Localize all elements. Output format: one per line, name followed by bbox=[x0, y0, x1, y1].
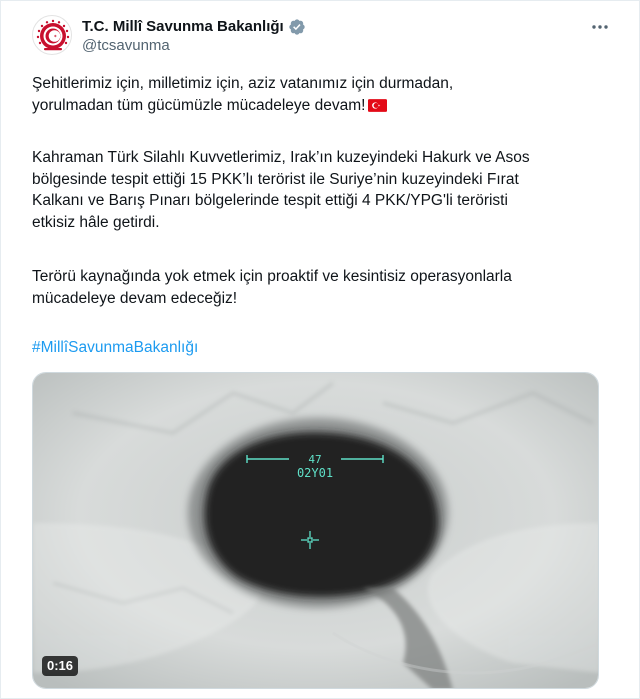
turkish-flag-icon bbox=[368, 99, 387, 112]
tweet-text-line: Terörü kaynağında yok etmek için proaktif ve kesintisiz operasyonlarla bbox=[32, 268, 512, 285]
tweet-text-line: etkisiz hâle getirdi. bbox=[32, 213, 160, 231]
hud-code: 02Y01 bbox=[296, 466, 334, 480]
video-duration-badge: 0:16 bbox=[42, 656, 78, 676]
tweet-text-line: Kalkanı ve Barış Pınarı bölgelerinde tespit ettiği 4 PKK/YPG'li teröristi bbox=[32, 192, 508, 210]
avatar[interactable] bbox=[32, 15, 72, 55]
video-player[interactable] bbox=[32, 372, 599, 689]
handle[interactable]: @tcsavunma bbox=[82, 37, 170, 54]
video-frame bbox=[33, 373, 599, 689]
tweet-text-line: Kahraman Türk Silahlı Kuvvetlerimiz, Irak’ın kuzeyindeki Hakurk ve Asos bbox=[32, 149, 530, 166]
hud-number: 47 bbox=[308, 453, 322, 466]
tweet-text-line-with-flag bbox=[32, 95, 612, 117]
tweet-text-line: bölgesinde tespit ettiği 15 PKK’lı terörist ile Suriye’nin kuzeyindeki Fırat bbox=[32, 170, 519, 188]
tweet-paragraph-2 bbox=[32, 147, 612, 233]
hashtag-link[interactable]: #MillîSavunmaBakanlığı bbox=[32, 339, 199, 356]
tweet-text-line: Şehitlerimiz için, milletimiz için, aziz vatanımız için durmadan, bbox=[32, 75, 454, 92]
display-name-row[interactable] bbox=[82, 17, 306, 36]
tweet-paragraph-1 bbox=[32, 73, 612, 116]
avatar-emblem bbox=[33, 16, 72, 55]
tweet-text-line: mücadeleye devam edeceğiz! bbox=[32, 289, 238, 307]
tweet-header bbox=[32, 15, 612, 61]
more-options-icon[interactable] bbox=[588, 17, 612, 39]
tweet-text-line: yorulmadan tüm gücümüzle mücadeleye devam! bbox=[32, 96, 366, 114]
display-name[interactable]: T.C. Millî Savunma Bakanlığı bbox=[82, 18, 284, 35]
account-names bbox=[82, 17, 306, 56]
verified-badge-icon bbox=[288, 18, 306, 36]
tweet-paragraph-3 bbox=[32, 266, 612, 309]
